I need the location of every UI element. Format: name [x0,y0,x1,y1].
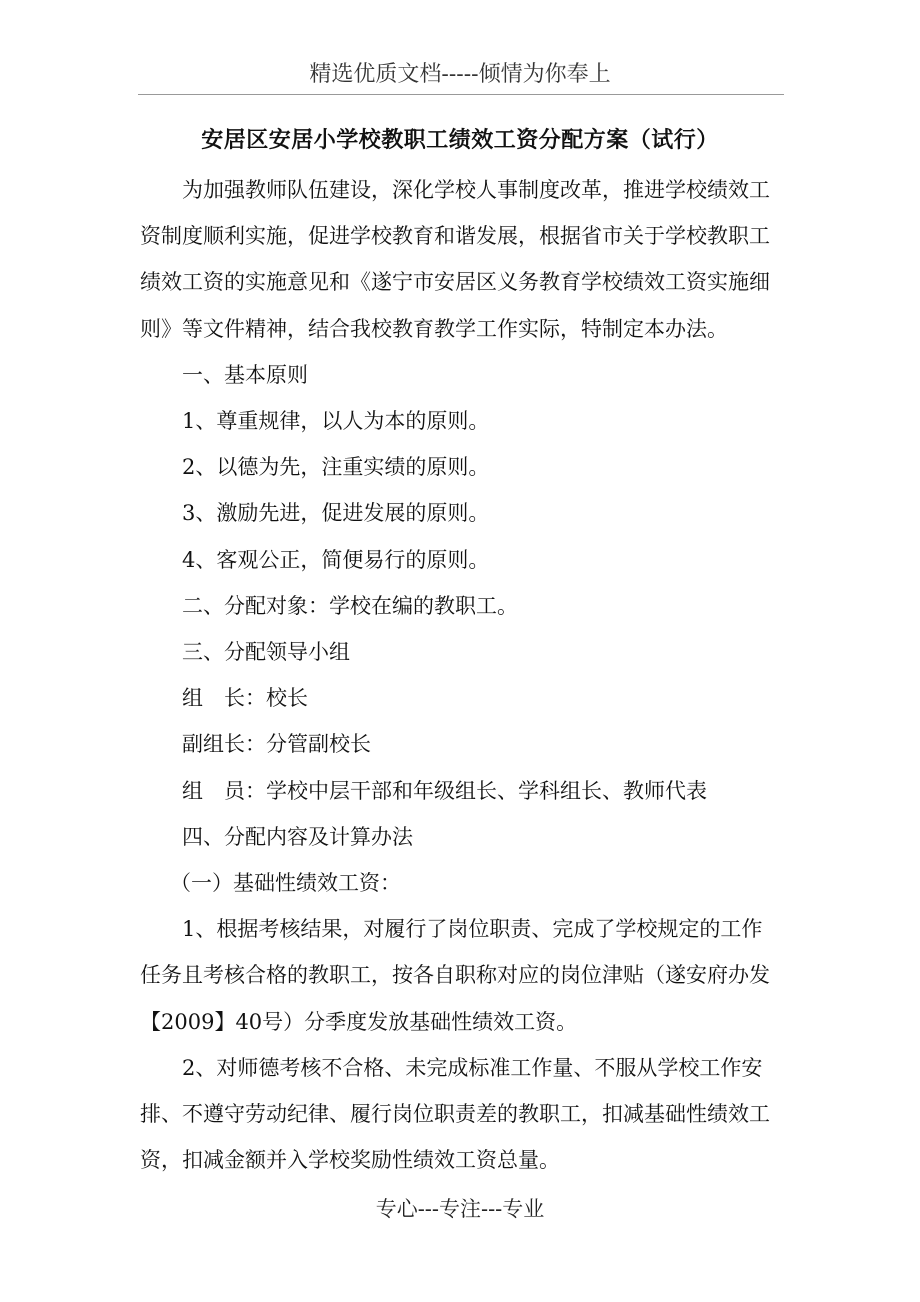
text-line: 1、根据考核结果，对履行了岗位职责、完成了学校规定的工作 [182,917,763,942]
intro-paragraph [140,167,785,352]
document-title: 安居区安居小学校教职工绩效工资分配方案（试行） [201,127,719,153]
principle-item: 3、激励先进，促进发展的原则。 [182,501,490,526]
rule-paragraph [140,1045,785,1184]
principle-item: 2、以德为先，注重实绩的原则。 [182,455,490,480]
text-line: 绩效工资的实施意见和《遂宁市安居区义务教育学校绩效工资实施细 [140,270,770,295]
document-body [140,167,785,1183]
text-line: 则》等文件精神，结合我校教育教学工作实际，特制定本办法。 [140,316,728,341]
group-leader: 组 长：校长 [182,686,308,711]
section-heading: 三、分配领导小组 [182,640,350,665]
text-line: 任务且考核合格的教职工，按各自职称对应的岗位津贴（遂安府办发 [140,963,770,988]
principle-item: 4、客观公正，简便易行的原则。 [182,547,490,572]
text-line: 【2009】40号）分季度发放基础性绩效工资。 [140,1009,578,1034]
section-heading: 一、基本原则 [182,362,308,387]
text-line: 排、不遵守劳动纪律、履行岗位职责差的教职工，扣减基础性绩效工 [140,1102,770,1127]
text-line: 资制度顺利实施，促进学校教育和谐发展，根据省市关于学校教职工 [140,224,770,249]
group-members: 组 员：学校中层干部和年级组长、学科组长、教师代表 [182,778,707,803]
header-divider [138,94,784,95]
section-heading: 四、分配内容及计算办法 [182,824,413,849]
page-header: 精选优质文档-----倾情为你奉上 [309,62,611,87]
text-line: 资，扣减金额并入学校奖励性绩效工资总量。 [140,1148,560,1173]
subsection-heading: （一）基础性绩效工资： [170,871,401,896]
text-line: 为加强教师队伍建设，深化学校人事制度改革，推进学校绩效工 [182,178,770,202]
text-line: 2、对师德考核不合格、未完成标准工作量、不服从学校工作安 [182,1055,763,1080]
rule-paragraph [140,906,785,1045]
group-deputy: 副组长：分管副校长 [182,732,371,757]
page-footer: 专心---专注---专业 [375,1197,545,1221]
principle-item: 1、尊重规律，以人为本的原则。 [182,409,490,434]
section-heading: 二、分配对象：学校在编的教职工。 [182,593,518,618]
